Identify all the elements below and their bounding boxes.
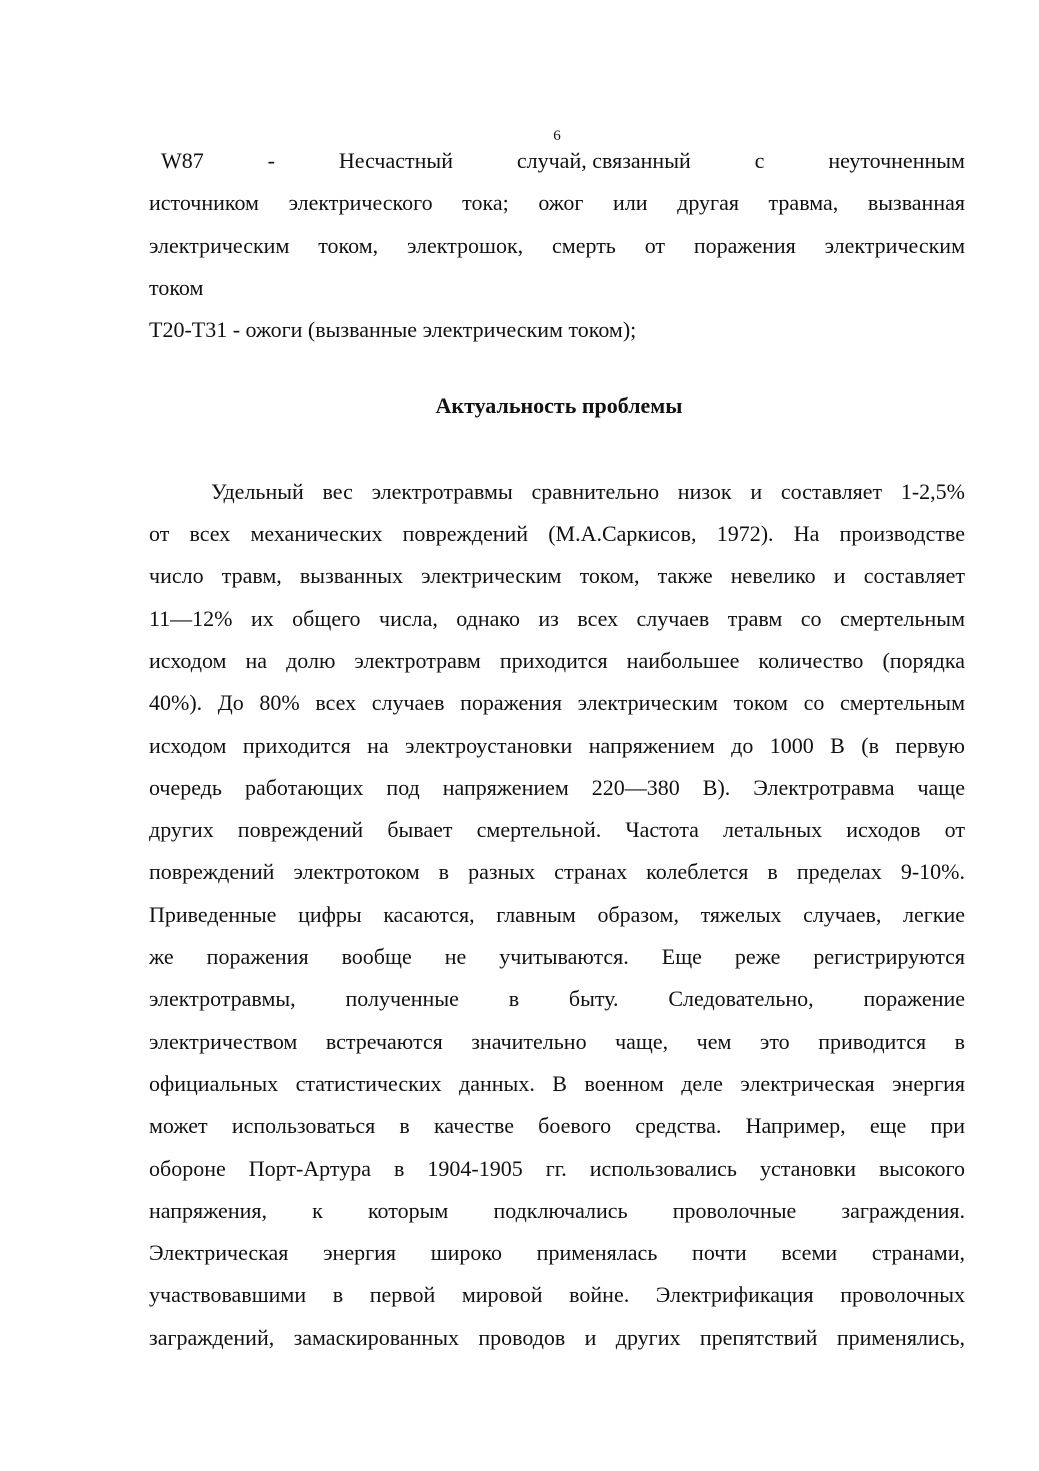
body-line: официальных статистических данных. В военном деле электрическая энергия — [149, 1070, 965, 1096]
body-line: может использоваться в качестве боевого средства. Например, еще при — [149, 1113, 965, 1139]
w87-line-3: электрическим током, электрошок, смерть от поражения электрическим — [149, 232, 965, 258]
body-line: Удельный вес электротравмы сравнительно низок и составляет 1-2,5% — [211, 478, 965, 504]
body-line: же поражения вообще не учитываются. Еще реже регистрируются — [149, 944, 965, 970]
body-line: напряжения, к которым подключались проволочные заграждения. — [149, 1197, 965, 1223]
w87-line-4: током — [149, 274, 204, 300]
body-line: число травм, вызванных электрическим током, также невелико и составляет — [149, 563, 965, 589]
body-line: 11—12% их общего числа, однако из всех случаев травм со смертельным — [149, 605, 965, 631]
w87-word: случай, связанный — [516, 148, 691, 173]
icd-code-t20-t31: T20-T31 - ожоги (вызванные электрическим током); — [149, 317, 637, 343]
body-line: 40%). До 80% всех случаев поражения электрическим током со смертельным — [149, 690, 965, 716]
body-paragraph — [149, 471, 965, 1359]
w87-line-1 — [149, 140, 965, 182]
w87-word: Несчастный — [338, 148, 453, 173]
body-line: исходом приходится на электроустановки напряжением до 1000 В (в первую — [149, 732, 965, 758]
body-line: электричеством встречаются значительно чаще, чем это приводится в — [149, 1028, 965, 1054]
body-line: электротравмы, полученные в быту. Следовательно, поражение — [149, 986, 965, 1012]
w87-word: W87 — [161, 148, 204, 173]
section-title: Актуальность проблемы — [435, 393, 683, 419]
body-line: от всех механических повреждений (М.А.Саркисов, 1972). На производстве — [149, 521, 965, 547]
body-line: участвовавшими в первой мировой войне. Электрификация проволочных — [149, 1282, 965, 1308]
page-content — [149, 140, 965, 1359]
page-number: 6 — [553, 128, 561, 144]
body-line: обороне Порт-Артура в 1904-1905 гг. использовались установки высокого — [149, 1155, 965, 1181]
w87-word: с — [754, 148, 765, 173]
w87-line-2: источником электрического тока; ожог или другая травма, вызванная — [149, 190, 965, 216]
body-line: других повреждений бывает смертельной. Частота летальных исходов от — [149, 817, 965, 843]
w87-word: неуточненным — [828, 148, 965, 173]
body-line: заграждений, замаскированных проводов и других препятствий применялись, — [149, 1324, 965, 1350]
body-line: Приведенные цифры касаются, главным образом, тяжелых случаев, легкие — [149, 901, 965, 927]
body-line: повреждений электротоком в разных странах колеблется в пределах 9-10%. — [149, 859, 965, 885]
w87-word: - — [267, 148, 275, 173]
body-line: исходом на долю электротравм приходится наибольшее количество (порядка — [149, 647, 965, 673]
icd-code-w87 — [149, 140, 965, 309]
body-line: очередь работающих под напряжением 220—380 В). Электротравма чаще — [149, 774, 965, 800]
body-line: Электрическая энергия широко применялась почти всеми странами, — [149, 1240, 965, 1266]
